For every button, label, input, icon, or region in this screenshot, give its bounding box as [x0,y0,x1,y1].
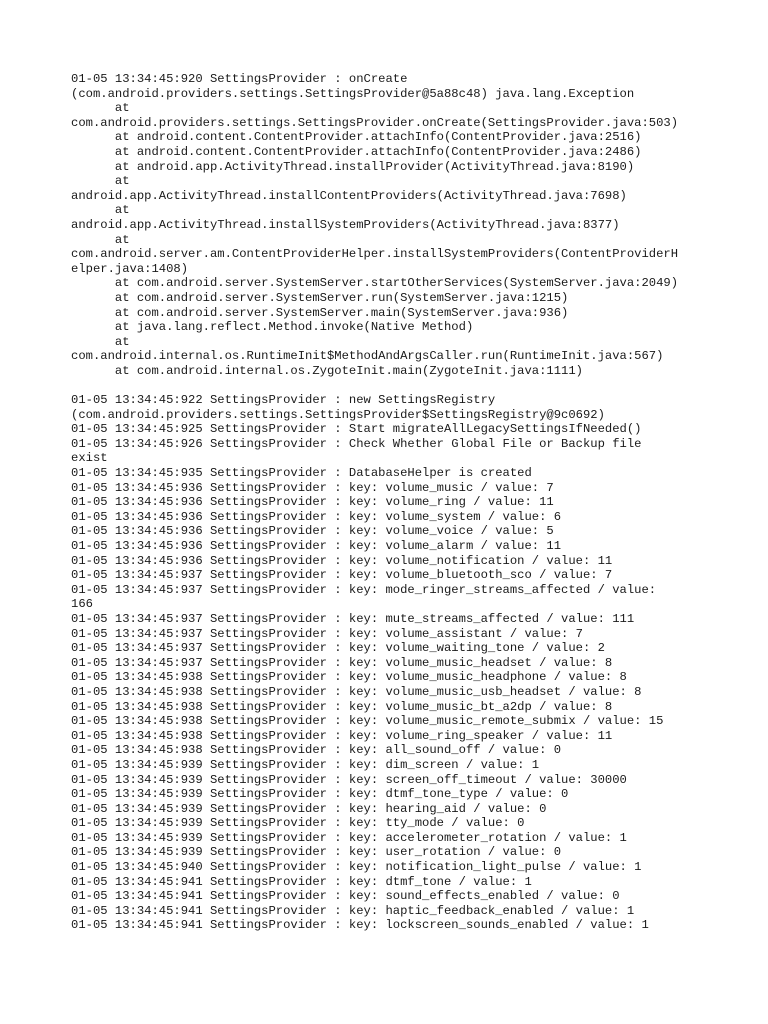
log-line: 01-05 13:34:45:936 SettingsProvider : key: volume_alarm / value: 11 [71,539,562,553]
log-line: 01-05 13:34:45:926 SettingsProvider : Check Whether Global File or Backup file [71,436,642,451]
log-line: 01-05 13:34:45:936 SettingsProvider : key: volume_system / value: 6 [71,509,562,524]
log-line: at [71,232,130,247]
log-line: 01-05 13:34:45:939 SettingsProvider : key: user_rotation / value: 0 [71,845,562,860]
log-line: at [71,203,130,218]
log-line: 01-05 13:34:45:938 SettingsProvider : key: volume_ring_speaker / value: 11 [71,728,613,743]
log-line: 01-05 13:34:45:922 SettingsProvider : new SettingsRegistry [71,393,496,408]
log-line: 01-05 13:34:45:936 SettingsProvider : key: volume_ring / value: 11 [71,495,554,510]
log-line: com.android.server.am.ContentProviderHelper.installSystemProviders(ContentProviderH [71,247,679,262]
log-line: 01-05 13:34:45:940 SettingsProvider : key: notification_light_pulse / value: 1 [71,860,642,875]
settings-log-block [71,393,701,933]
log-line: at com.android.server.SystemServer.run(SystemServer.java:1215) [71,290,569,305]
log-line: exist [71,451,108,466]
log-line: 01-05 13:34:45:925 SettingsProvider : Start migrateAllLegacySettingsIfNeeded() [71,422,642,437]
log-line: (com.android.providers.settings.SettingsProvider@5a88c48) java.lang.Exception [71,86,635,101]
log-line: 01-05 13:34:45:938 SettingsProvider : key: volume_music_usb_headset / value: 8 [71,684,642,699]
log-line: elper.java:1408) [71,261,189,276]
log-line: 01-05 13:34:45:937 SettingsProvider : key: volume_assistant / value: 7 [71,626,583,641]
log-line: 01-05 13:34:45:939 SettingsProvider : key: tty_mode / value: 0 [71,816,525,831]
log-line: at [71,334,130,349]
log-line: 01-05 13:34:45:938 SettingsProvider : key: volume_music_remote_submix / value: 15 [71,714,664,729]
log-line: android.app.ActivityThread.installSystemProviders(ActivityThread.java:8377) [71,217,620,232]
log-line: 01-05 13:34:45:941 SettingsProvider : key: haptic_feedback_enabled / value: 1 [71,903,635,918]
log-line: 01-05 13:34:45:939 SettingsProvider : key: screen_off_timeout / value: 30000 [71,772,627,787]
log-line: 01-05 13:34:45:937 SettingsProvider : key: volume_music_headset / value: 8 [71,655,613,670]
log-line: 01-05 13:34:45:937 SettingsProvider : key: mode_ringer_streams_affected / value: [71,582,657,597]
log-line: 01-05 13:34:45:938 SettingsProvider : key: all_sound_off / value: 0 [71,743,562,758]
log-line: 01-05 13:34:45:941 SettingsProvider : key: sound_effects_enabled / value: 0 [71,889,620,904]
log-line: 01-05 13:34:45:938 SettingsProvider : key: volume_music_bt_a2dp / value: 8 [71,699,613,714]
log-line: at [71,174,130,189]
log-line: 01-05 13:34:45:941 SettingsProvider : key: dtmf_tone / value: 1 [71,874,532,889]
log-line: 01-05 13:34:45:936 SettingsProvider : key: volume_voice / value: 5 [71,524,554,539]
log-document [71,72,701,933]
log-line: com.android.internal.os.RuntimeInit$MethodAndArgsCaller.run(RuntimeInit.java:567) [71,349,664,364]
log-line: 166 [71,597,93,612]
log-line: 01-05 13:34:45:939 SettingsProvider : key: dtmf_tone_type / value: 0 [71,787,569,802]
stack-trace-block [71,72,701,378]
log-line: at com.android.server.SystemServer.startOtherServices(SystemServer.java:2049) [71,276,679,291]
log-line: at java.lang.reflect.Method.invoke(Native Method) [71,320,474,335]
log-line: at [71,101,130,116]
log-line: 01-05 13:34:45:939 SettingsProvider : key: hearing_aid / value: 0 [71,801,547,816]
log-line: 01-05 13:34:45:937 SettingsProvider : key: volume_waiting_tone / value: 2 [71,641,605,656]
log-line: 01-05 13:34:45:938 SettingsProvider : key: volume_music_headphone / value: 8 [71,670,627,685]
log-line: 01-05 13:34:45:936 SettingsProvider : key: volume_music / value: 7 [71,480,554,495]
log-line: 01-05 13:34:45:936 SettingsProvider : key: volume_notification / value: 11 [71,553,613,568]
log-line: at android.app.ActivityThread.installProvider(ActivityThread.java:8190) [71,159,635,174]
log-line: 01-05 13:34:45:939 SettingsProvider : key: dim_screen / value: 1 [71,757,540,772]
log-line: at android.content.ContentProvider.attachInfo(ContentProvider.java:2486) [71,144,642,159]
log-line: (com.android.providers.settings.SettingsProvider$SettingsRegistry@9c0692) [71,407,605,422]
log-line: android.app.ActivityThread.installContentProviders(ActivityThread.java:7698) [71,188,627,203]
log-line: 01-05 13:34:45:939 SettingsProvider : key: accelerometer_rotation / value: 1 [71,830,627,845]
log-line: 01-05 13:34:45:937 SettingsProvider : key: mute_streams_affected / value: 111 [71,611,635,626]
log-line: 01-05 13:34:45:941 SettingsProvider : key: lockscreen_sounds_enabled / value: 1 [71,918,649,933]
log-line: at com.android.server.SystemServer.main(SystemServer.java:936) [71,305,569,320]
log-line: at android.content.ContentProvider.attachInfo(ContentProvider.java:2516) [71,130,642,145]
log-line: 01-05 13:34:45:920 SettingsProvider : onCreate [71,72,408,86]
log-line: at com.android.internal.os.ZygoteInit.main(ZygoteInit.java:1111) [71,363,583,378]
log-line: com.android.providers.settings.SettingsProvider.onCreate(SettingsProvider.java:503) [71,115,679,130]
log-line: 01-05 13:34:45:935 SettingsProvider : DatabaseHelper is created [71,466,532,481]
block-separator [71,378,701,393]
log-line: 01-05 13:34:45:937 SettingsProvider : key: volume_bluetooth_sco / value: 7 [71,568,613,583]
